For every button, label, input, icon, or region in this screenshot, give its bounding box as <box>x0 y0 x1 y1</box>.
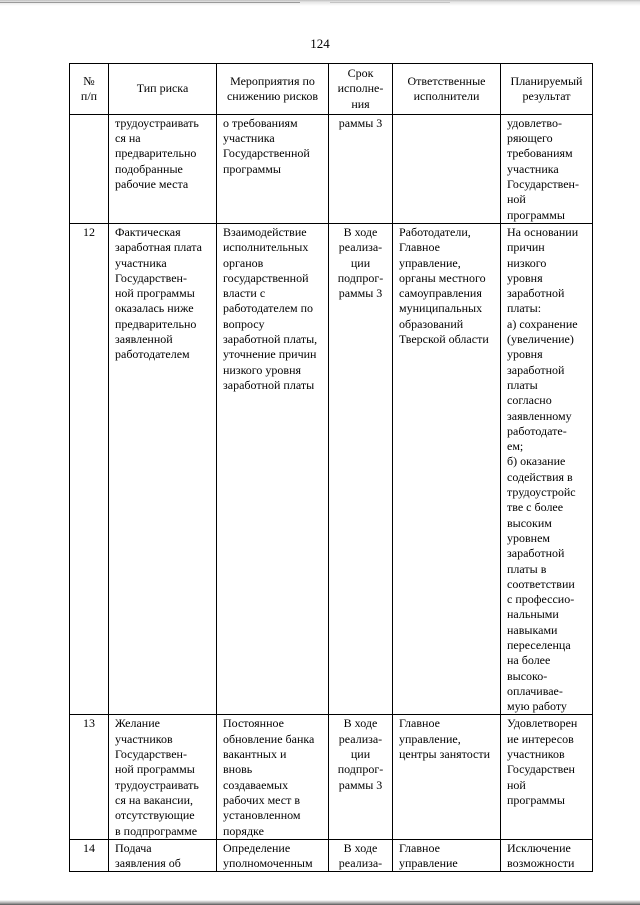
cell-responsible <box>393 114 501 223</box>
header-number: № п/п <box>70 64 109 115</box>
table-row <box>70 839 593 872</box>
cell-responsible: Работодатели, Главное управление, органы местного самоуправления муниципальных образований Тверской области <box>393 223 501 715</box>
cell-measures: о требованиям участника Государственной программы <box>217 114 329 223</box>
table-header-row <box>70 64 593 115</box>
cell-risk-type: трудоустраивать ся на предварительно подобранные рабочие места <box>109 114 217 223</box>
scan-bottom-edge <box>0 900 640 905</box>
header-result: Планируемый результат <box>501 64 593 115</box>
header-measures: Мероприятия по снижению рисков <box>217 64 329 115</box>
cell-measures: Постоянное обновление банка вакантных и вновь создаваемых рабочих мест в установленном порядке <box>217 715 329 839</box>
cell-measures: Взаимодействие исполнительных органов государственной власти с работодателем по вопросу заработной платы, уточнение причин низкого уровня заработной платы <box>217 223 329 715</box>
cell-measures: Определение уполномоченным <box>217 839 329 872</box>
scan-artifact-line <box>330 2 450 3</box>
cell-risk-type: Желание участников Государствен- ной программы трудоустраивать ся на вакансии, отсутствующие в подпрограмме <box>109 715 217 839</box>
cell-number: 12 <box>70 223 109 715</box>
header-risk-type: Тип риска <box>109 64 217 115</box>
header-responsible: Ответственные исполнители <box>393 64 501 115</box>
scan-top-edge <box>0 0 640 6</box>
header-term: Срок исполне- ния <box>329 64 393 115</box>
cell-result: Исключение возможности <box>501 839 593 872</box>
table-row <box>70 223 593 715</box>
cell-term: В ходе реализа- ции подпрог- раммы 3 <box>329 715 393 839</box>
risk-table <box>69 63 593 872</box>
cell-number: 13 <box>70 715 109 839</box>
cell-result: Удовлетворен ие интересов участников Государствен ной программы <box>501 715 593 839</box>
cell-risk-type: Подача заявления об <box>109 839 217 872</box>
cell-number: 14 <box>70 839 109 872</box>
page-number: 124 <box>310 36 330 51</box>
cell-number <box>70 114 109 223</box>
cell-risk-type: Фактическая заработная плата участника Государствен- ной программы оказалась ниже предварительно заявленной работодателем <box>109 223 217 715</box>
table-row <box>70 715 593 839</box>
cell-term: В ходе реализа- ции подпрог- раммы 3 <box>329 223 393 715</box>
cell-responsible: Главное управление, центры занятости <box>393 715 501 839</box>
table-row <box>70 114 593 223</box>
cell-term: В ходе реализа- <box>329 839 393 872</box>
scan-artifact-line <box>0 2 300 3</box>
cell-result: На основании причин низкого уровня заработной платы: а) сохранение (увеличение) уровня заработной платы согласно заявленному работодате- ем; б) оказание содействия в трудоустройс тве с более высоким уровнем заработной платы в соответствии с профессио- нальными навыками переселенца на более высоко- оплачивае- мую работу <box>501 223 593 715</box>
cell-term: раммы 3 <box>329 114 393 223</box>
cell-responsible: Главное управление <box>393 839 501 872</box>
cell-result: удовлетво- ряющего требованиям участника Государствен- ной программы <box>501 114 593 223</box>
